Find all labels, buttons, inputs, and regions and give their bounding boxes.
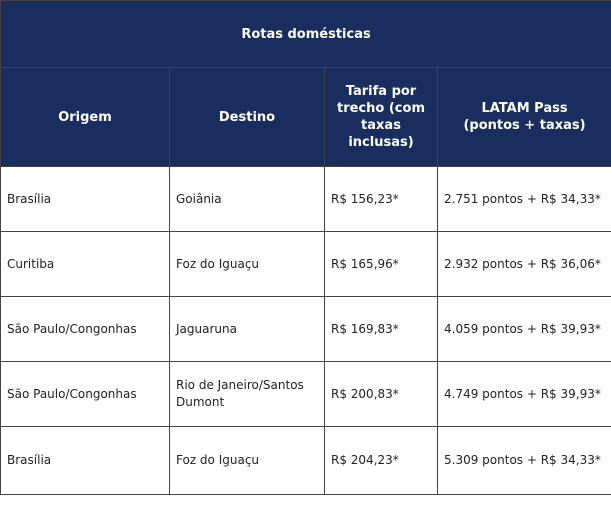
cell-latam-pass: 5.309 pontos + R$ 34,33* bbox=[438, 427, 611, 495]
column-header-row bbox=[1, 68, 611, 167]
cell-destino: Goiânia bbox=[170, 167, 325, 232]
header-destino: Destino bbox=[170, 68, 325, 167]
cell-latam-pass: 2.751 pontos + R$ 34,33* bbox=[438, 167, 611, 232]
table-row bbox=[1, 427, 611, 495]
table-title-row bbox=[1, 1, 611, 68]
cell-origem: Brasília bbox=[1, 167, 170, 232]
cell-tarifa: R$ 165,96* bbox=[325, 232, 438, 297]
table-row bbox=[1, 232, 611, 297]
cell-destino: Jaguaruna bbox=[170, 297, 325, 362]
table-title: Rotas domésticas bbox=[1, 1, 611, 68]
cell-latam-pass: 4.749 pontos + R$ 39,93* bbox=[438, 362, 611, 427]
cell-tarifa: R$ 200,83* bbox=[325, 362, 438, 427]
cell-tarifa: R$ 156,23* bbox=[325, 167, 438, 232]
cell-destino: Rio de Janeiro/Santos Dumont bbox=[170, 362, 325, 427]
header-latam-pass: LATAM Pass (pontos + taxas) bbox=[438, 68, 611, 167]
table-row bbox=[1, 167, 611, 232]
header-origem: Origem bbox=[1, 68, 170, 167]
cell-origem: Curitiba bbox=[1, 232, 170, 297]
cell-latam-pass: 4.059 pontos + R$ 39,93* bbox=[438, 297, 611, 362]
cell-tarifa: R$ 204,23* bbox=[325, 427, 438, 495]
cell-origem: Brasília bbox=[1, 427, 170, 495]
table-row bbox=[1, 362, 611, 427]
cell-destino: Foz do Iguaçu bbox=[170, 427, 325, 495]
cell-origem: São Paulo/Congonhas bbox=[1, 297, 170, 362]
cell-tarifa: R$ 169,83* bbox=[325, 297, 438, 362]
cell-destino: Foz do Iguaçu bbox=[170, 232, 325, 297]
cell-latam-pass: 2.932 pontos + R$ 36,06* bbox=[438, 232, 611, 297]
cell-origem: São Paulo/Congonhas bbox=[1, 362, 170, 427]
table-row bbox=[1, 297, 611, 362]
header-tarifa: Tarifa por trecho (com taxas inclusas) bbox=[325, 68, 438, 167]
